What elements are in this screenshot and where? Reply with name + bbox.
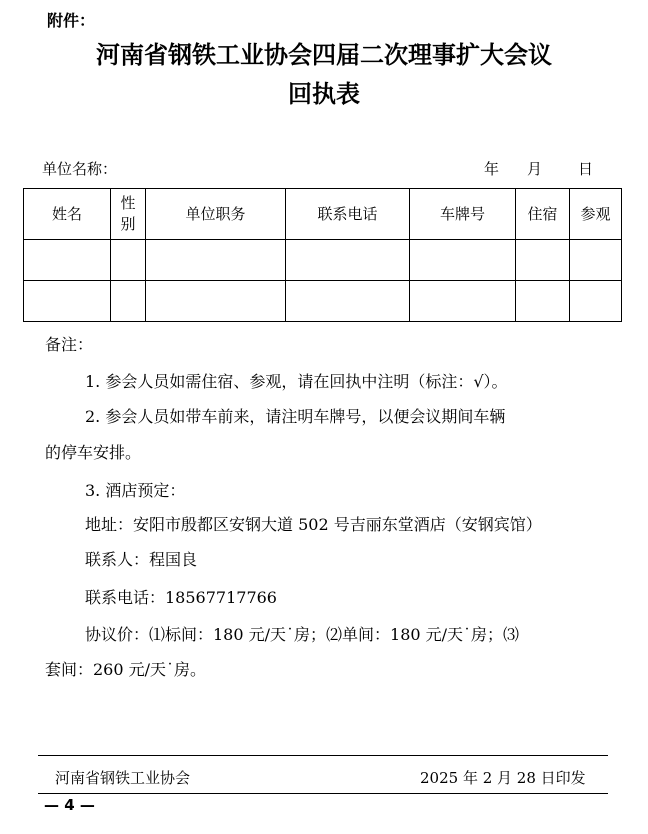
table-cell[interactable]	[286, 240, 410, 281]
table-row	[24, 281, 622, 322]
issuer-name: 河南省钢铁工业协会	[55, 769, 191, 787]
footer-rule-top	[38, 755, 608, 756]
notes-header: 备注：	[45, 335, 94, 354]
header-position: 单位职务	[146, 189, 286, 240]
table-cell[interactable]	[410, 240, 516, 281]
table-cell[interactable]	[111, 281, 146, 322]
table-cell[interactable]	[570, 240, 622, 281]
hotel-address: 地址：安阳市殷都区安钢大道 502 号吉丽东堂酒店（安钢宾馆）	[85, 515, 542, 534]
attachment-label: 附件：	[47, 11, 96, 30]
table-cell[interactable]	[24, 240, 111, 281]
table-cell[interactable]	[146, 240, 286, 281]
table-header-row	[24, 189, 622, 240]
document-title-line2: 回执表	[288, 79, 360, 108]
note-item-2: 2. 参会人员如带车前来，请注明车牌号，以便会议期间车辆	[85, 407, 506, 426]
note-item-2-continued: 的停车安排。	[45, 443, 142, 462]
footer-rule-bottom	[38, 793, 608, 794]
reply-form-table	[23, 188, 622, 322]
header-plate: 车牌号	[410, 189, 516, 240]
hotel-contact: 联系人：程国良	[85, 550, 198, 569]
year-label: 年	[484, 160, 500, 178]
table-cell[interactable]	[410, 281, 516, 322]
header-gender: 性 别	[111, 189, 146, 240]
hotel-price-continued: 套间：260 元/天˙房。	[45, 660, 207, 679]
hotel-price: 协议价：⑴标间：180 元/天˙房；⑵单间：180 元/天˙房；⑶	[85, 625, 520, 644]
table-cell[interactable]	[146, 281, 286, 322]
table-cell[interactable]	[111, 240, 146, 281]
table-cell[interactable]	[24, 281, 111, 322]
month-label: 月	[527, 160, 543, 178]
header-lodging: 住宿	[516, 189, 570, 240]
page-number: — 4 —	[44, 796, 95, 814]
table-cell[interactable]	[286, 281, 410, 322]
header-visit: 参观	[570, 189, 622, 240]
table-cell[interactable]	[516, 281, 570, 322]
issue-date: 2025 年 2 月 28 日印发	[420, 769, 586, 787]
table-cell[interactable]	[570, 281, 622, 322]
note-item-3: 3. 酒店预定：	[85, 481, 186, 500]
table-row	[24, 240, 622, 281]
hotel-phone: 联系电话：18567717766	[85, 588, 277, 607]
note-item-1: 1. 参会人员如需住宿、参观，请在回执中注明（标注：√）。	[85, 372, 508, 391]
table-cell[interactable]	[516, 240, 570, 281]
document-title-line1: 河南省钢铁工业协会四届二次理事扩大会议	[96, 40, 552, 69]
header-phone: 联系电话	[286, 189, 410, 240]
header-name: 姓名	[24, 189, 111, 240]
unit-name-label: 单位名称：	[42, 160, 118, 178]
day-label: 日	[578, 160, 594, 178]
